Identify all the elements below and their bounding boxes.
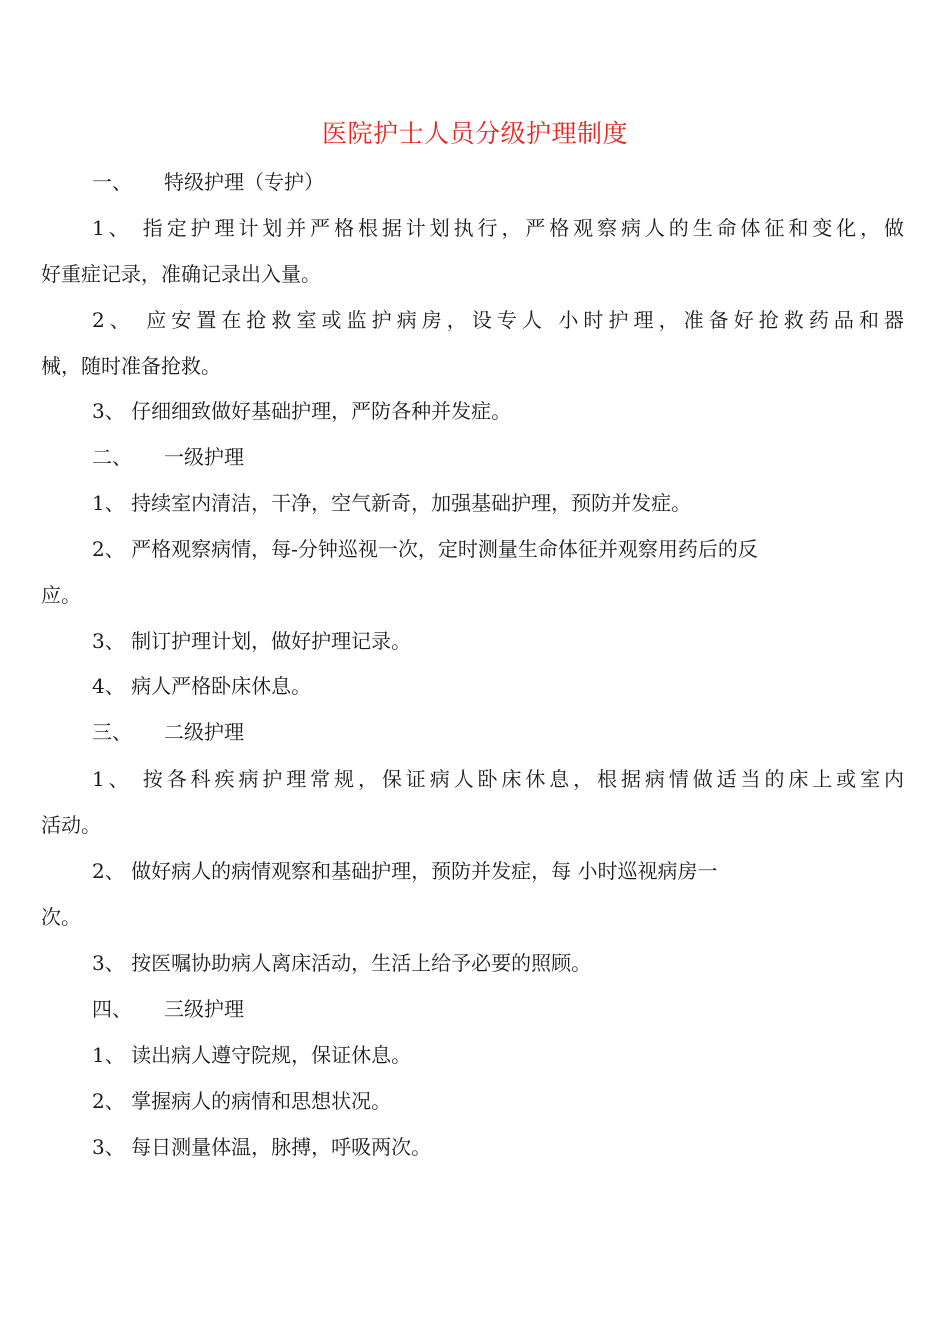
section-title: 特级护理（专护） [164, 170, 324, 194]
section-number: 二、 [92, 445, 132, 469]
paragraph-line: 1、 按各科疾病护理常规，保证病人卧床休息，根据病情做适当的床上或室内 [92, 767, 904, 791]
section-title: 三级护理 [164, 997, 244, 1021]
paragraph-line: 3、 制订护理计划，做好护理记录。 [92, 629, 412, 653]
paragraph-line: 活动。 [41, 813, 101, 837]
section-heading [92, 994, 244, 1024]
paragraph-line: 械，随时准备抢救。 [41, 354, 221, 378]
paragraph-line: 1、 指定护理计划并严格根据计划执行，严格观察病人的生命体征和变化，做 [92, 216, 904, 240]
section-heading [92, 717, 244, 747]
document-title: 医院护士人员分级护理制度 [321, 119, 628, 148]
section-number: 三、 [92, 720, 132, 744]
paragraph-line: 2、 掌握病人的病情和思想状况。 [92, 1089, 392, 1113]
paragraph-line: 1、 持续室内清洁，干净，空气新奇，加强基础护理，预防并发症。 [92, 491, 692, 515]
section-heading [92, 442, 244, 472]
section-title: 二级护理 [164, 720, 244, 744]
section-title: 一级护理 [164, 445, 244, 469]
paragraph-line: 3、 按医嘱协助病人离床活动，生活上给予必要的照顾。 [92, 951, 592, 975]
paragraph-line: 4、 病人严格卧床休息。 [92, 674, 312, 698]
paragraph-line: 应。 [41, 583, 81, 607]
paragraph-line: 2、 严格观察病情，每-分钟巡视一次，定时测量生命体征并观察用药后的反 [92, 537, 758, 561]
paragraph-line: 次。 [41, 905, 81, 929]
paragraph-line: 好重症记录，准确记录出入量。 [41, 262, 321, 286]
section-number: 一、 [92, 170, 132, 194]
paragraph-line: 3、 每日测量体温，脉搏，呼吸两次。 [92, 1135, 432, 1159]
paragraph-line: 3、 仔细细致做好基础护理，严防各种并发症。 [92, 399, 512, 423]
paragraph-line: 2、 应安置在抢救室或监护病房，设专人 小时护理，准备好抢救药品和器 [92, 308, 904, 332]
section-heading [92, 167, 324, 197]
section-number: 四、 [92, 997, 132, 1021]
paragraph-line: 2、 做好病人的病情观察和基础护理，预防并发症，每 小时巡视病房一 [92, 859, 718, 883]
paragraph-line: 1、 读出病人遵守院规，保证休息。 [92, 1043, 412, 1067]
